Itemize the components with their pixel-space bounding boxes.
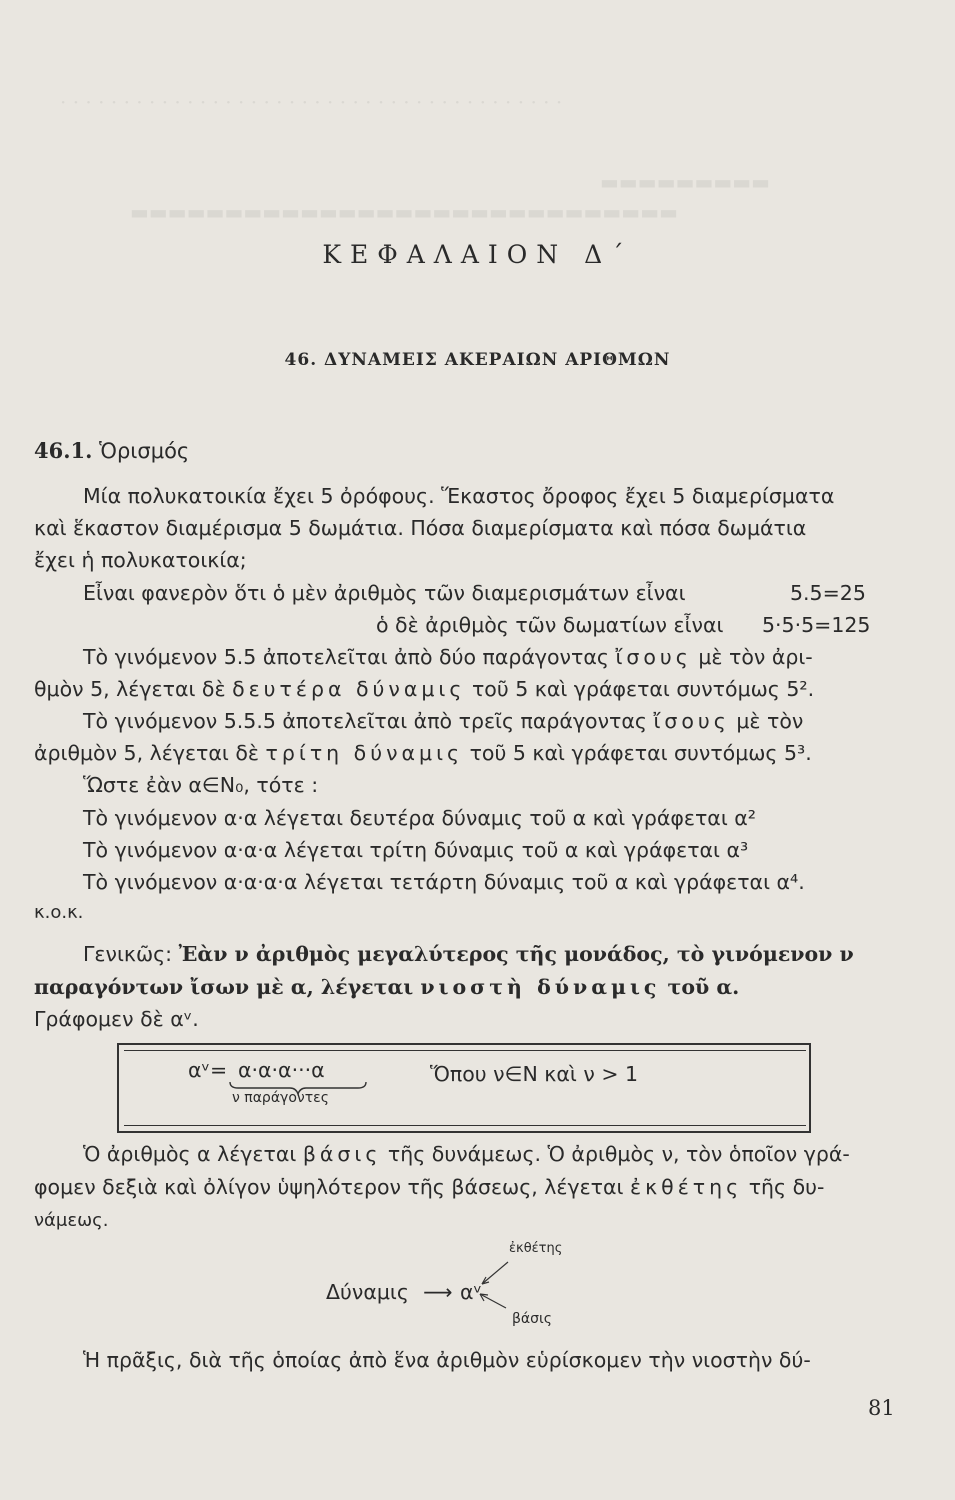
paragraph-line: Τὸ γινόμενον α·α·α λέγεται τρίτη δύναμις τοῦ α καὶ γράφεται α³ xyxy=(83,838,749,862)
power-label: Δύναμις xyxy=(326,1280,409,1304)
spaced-term: ἴσους xyxy=(615,645,692,669)
spaced-term: δευτέρα δύναμις xyxy=(232,677,466,701)
paragraph-line xyxy=(83,709,803,733)
text-span: φομεν δεξιὰ καὶ ὀλίγον ὑψηλότερον τῆς βάσεως, λέγεται xyxy=(34,1175,624,1199)
text-span: θμὸν 5, λέγεται δὲ xyxy=(34,677,226,701)
text-span: τοῦ 5 καὶ γράφεται συντόμως 5³. xyxy=(469,741,812,765)
paragraph-line: ἔχει ἡ πολυκατοικία; xyxy=(34,548,247,572)
base-label: βάσις xyxy=(512,1311,552,1327)
subsection-number: 46.1. xyxy=(34,438,93,463)
text-span: μὲ τὸν xyxy=(736,709,804,733)
paragraph-line xyxy=(34,1175,824,1199)
spaced-term: νιοστὴ δύναμις xyxy=(420,975,661,999)
show-through-decoration: ▬▬▬▬▬▬▬▬▬ xyxy=(600,170,771,194)
spaced-term: βάσις xyxy=(302,1142,382,1166)
exponent-label: ἐκθέτης xyxy=(509,1241,563,1256)
spaced-term: τρίτη δύναμις xyxy=(265,741,464,765)
paragraph-line: Τὸ γινόμενον α·α λέγεται δευτέρα δύναμις τοῦ α καὶ γράφεται α² xyxy=(83,806,757,830)
formula-condition: Ὅπου ν∈N καὶ ν > 1 xyxy=(430,1062,639,1086)
paragraph-line: Εἶναι φανερὸν ὅτι ὁ μὲν ἀριθμὸς τῶν διαμερισμάτων εἶναι xyxy=(83,581,686,605)
text-span: Τὸ γινόμενον 5.5.5 ἀποτελεῖται ἀπὸ τρεῖς παράγοντας xyxy=(83,709,647,733)
chapter-title: ΚΕΦΑΛΑΙΟΝ Δ΄ xyxy=(322,240,633,269)
formula-lhs: αᵛ= xyxy=(188,1058,228,1082)
text-span: Ὁ ἀριθμὸς α λέγεται xyxy=(83,1142,297,1166)
spaced-term: ἐκθέτης xyxy=(630,1175,743,1199)
section-title: 46. ΔΥΝΑΜΕΙΣ ΑΚΕΡΑΙΩΝ ΑΡΙΘΜΩΝ xyxy=(284,350,671,370)
page-number: 81 xyxy=(868,1396,895,1420)
power-symbol: αᵛ xyxy=(460,1280,483,1304)
text-span: τῆς δυνάμεως. Ὁ ἀριθμὸς ν, τὸν ὁποῖον γρά- xyxy=(387,1142,850,1166)
formula-product: α·α·α···α xyxy=(238,1058,325,1082)
text-span: τῆς δυ- xyxy=(748,1175,825,1199)
paragraph-line: Ἡ πρᾶξις, διὰ τῆς ὁποίας ἀπὸ ἕνα ἀριθμὸν εὑρίσκομεν τὴν νιοστὴν δύ- xyxy=(83,1348,811,1372)
diagram-pointers xyxy=(472,1258,522,1314)
definition-line: Γράφομεν δὲ αᵛ. xyxy=(34,1007,199,1031)
paragraph-line: Τὸ γινόμενον α·α·α·α λέγεται τετάρτη δύναμις τοῦ α καὶ γράφεται α⁴. xyxy=(83,870,805,894)
paragraph-line: καὶ ἕκαστον διαμέρισμα 5 δωμάτια. Πόσα διαμερίσματα καὶ πόσα δωμάτια xyxy=(34,516,807,540)
paragraph-line: κ.ο.κ. xyxy=(34,902,84,923)
definition-text: Ἐὰν ν ἀριθμὸς μεγαλύτερος τῆς μονάδος, τὸ γινόμενον ν xyxy=(178,942,854,966)
show-through-decoration: ▬▬▬▬▬▬▬▬▬▬▬▬▬▬▬▬▬▬▬▬▬▬▬▬▬▬▬▬▬ xyxy=(130,200,678,224)
definition-text: τοῦ α. xyxy=(667,975,740,999)
text-span: τοῦ 5 καὶ γράφεται συντόμως 5². xyxy=(471,677,815,701)
paragraph-line: Ὥστε ἐὰν α∈N₀, τότε : xyxy=(83,773,319,797)
definition-line xyxy=(34,975,739,999)
definition-line xyxy=(83,942,854,966)
subsection-heading xyxy=(34,438,189,463)
paragraph-line xyxy=(83,1142,850,1166)
underbrace-label: ν παράγοντες xyxy=(232,1090,329,1106)
text-span: μὲ τὸν ἀρι- xyxy=(698,645,813,669)
equation-value: 5·5·5=125 xyxy=(762,613,871,637)
paragraph-line xyxy=(34,677,814,701)
paragraph-line: ὁ δὲ ἀριθμὸς τῶν δωματίων εἶναι xyxy=(376,613,724,637)
subsection-title: Ὁρισμός xyxy=(99,439,190,463)
paragraph-line xyxy=(34,741,812,765)
paragraph-line: νάμεως. xyxy=(34,1210,109,1231)
spaced-term: ἴσους xyxy=(653,709,730,733)
arrow-icon: ⟶ xyxy=(423,1280,453,1304)
text-span: ἀριθμὸν 5, λέγεται δὲ xyxy=(34,741,259,765)
definition-lead: Γενικῶς: xyxy=(83,942,173,966)
show-through-decoration: · · · · · · · · · · · · · · · · · · · · · · · · · · · · · · · · · · · · · · · · xyxy=(60,90,563,114)
paragraph-line xyxy=(83,645,813,669)
paragraph-line: Μία πολυκατοικία ἔχει 5 ὀρόφους. Ἕκαστος ὄροφος ἔχει 5 διαμερίσματα xyxy=(83,484,835,508)
text-span: Τὸ γινόμενον 5.5 ἀποτελεῖται ἀπὸ δύο παράγοντας xyxy=(83,645,609,669)
equation-value: 5.5=25 xyxy=(790,581,866,605)
definition-text: παραγόντων ἴσων μὲ α, λέγεται xyxy=(34,975,414,999)
